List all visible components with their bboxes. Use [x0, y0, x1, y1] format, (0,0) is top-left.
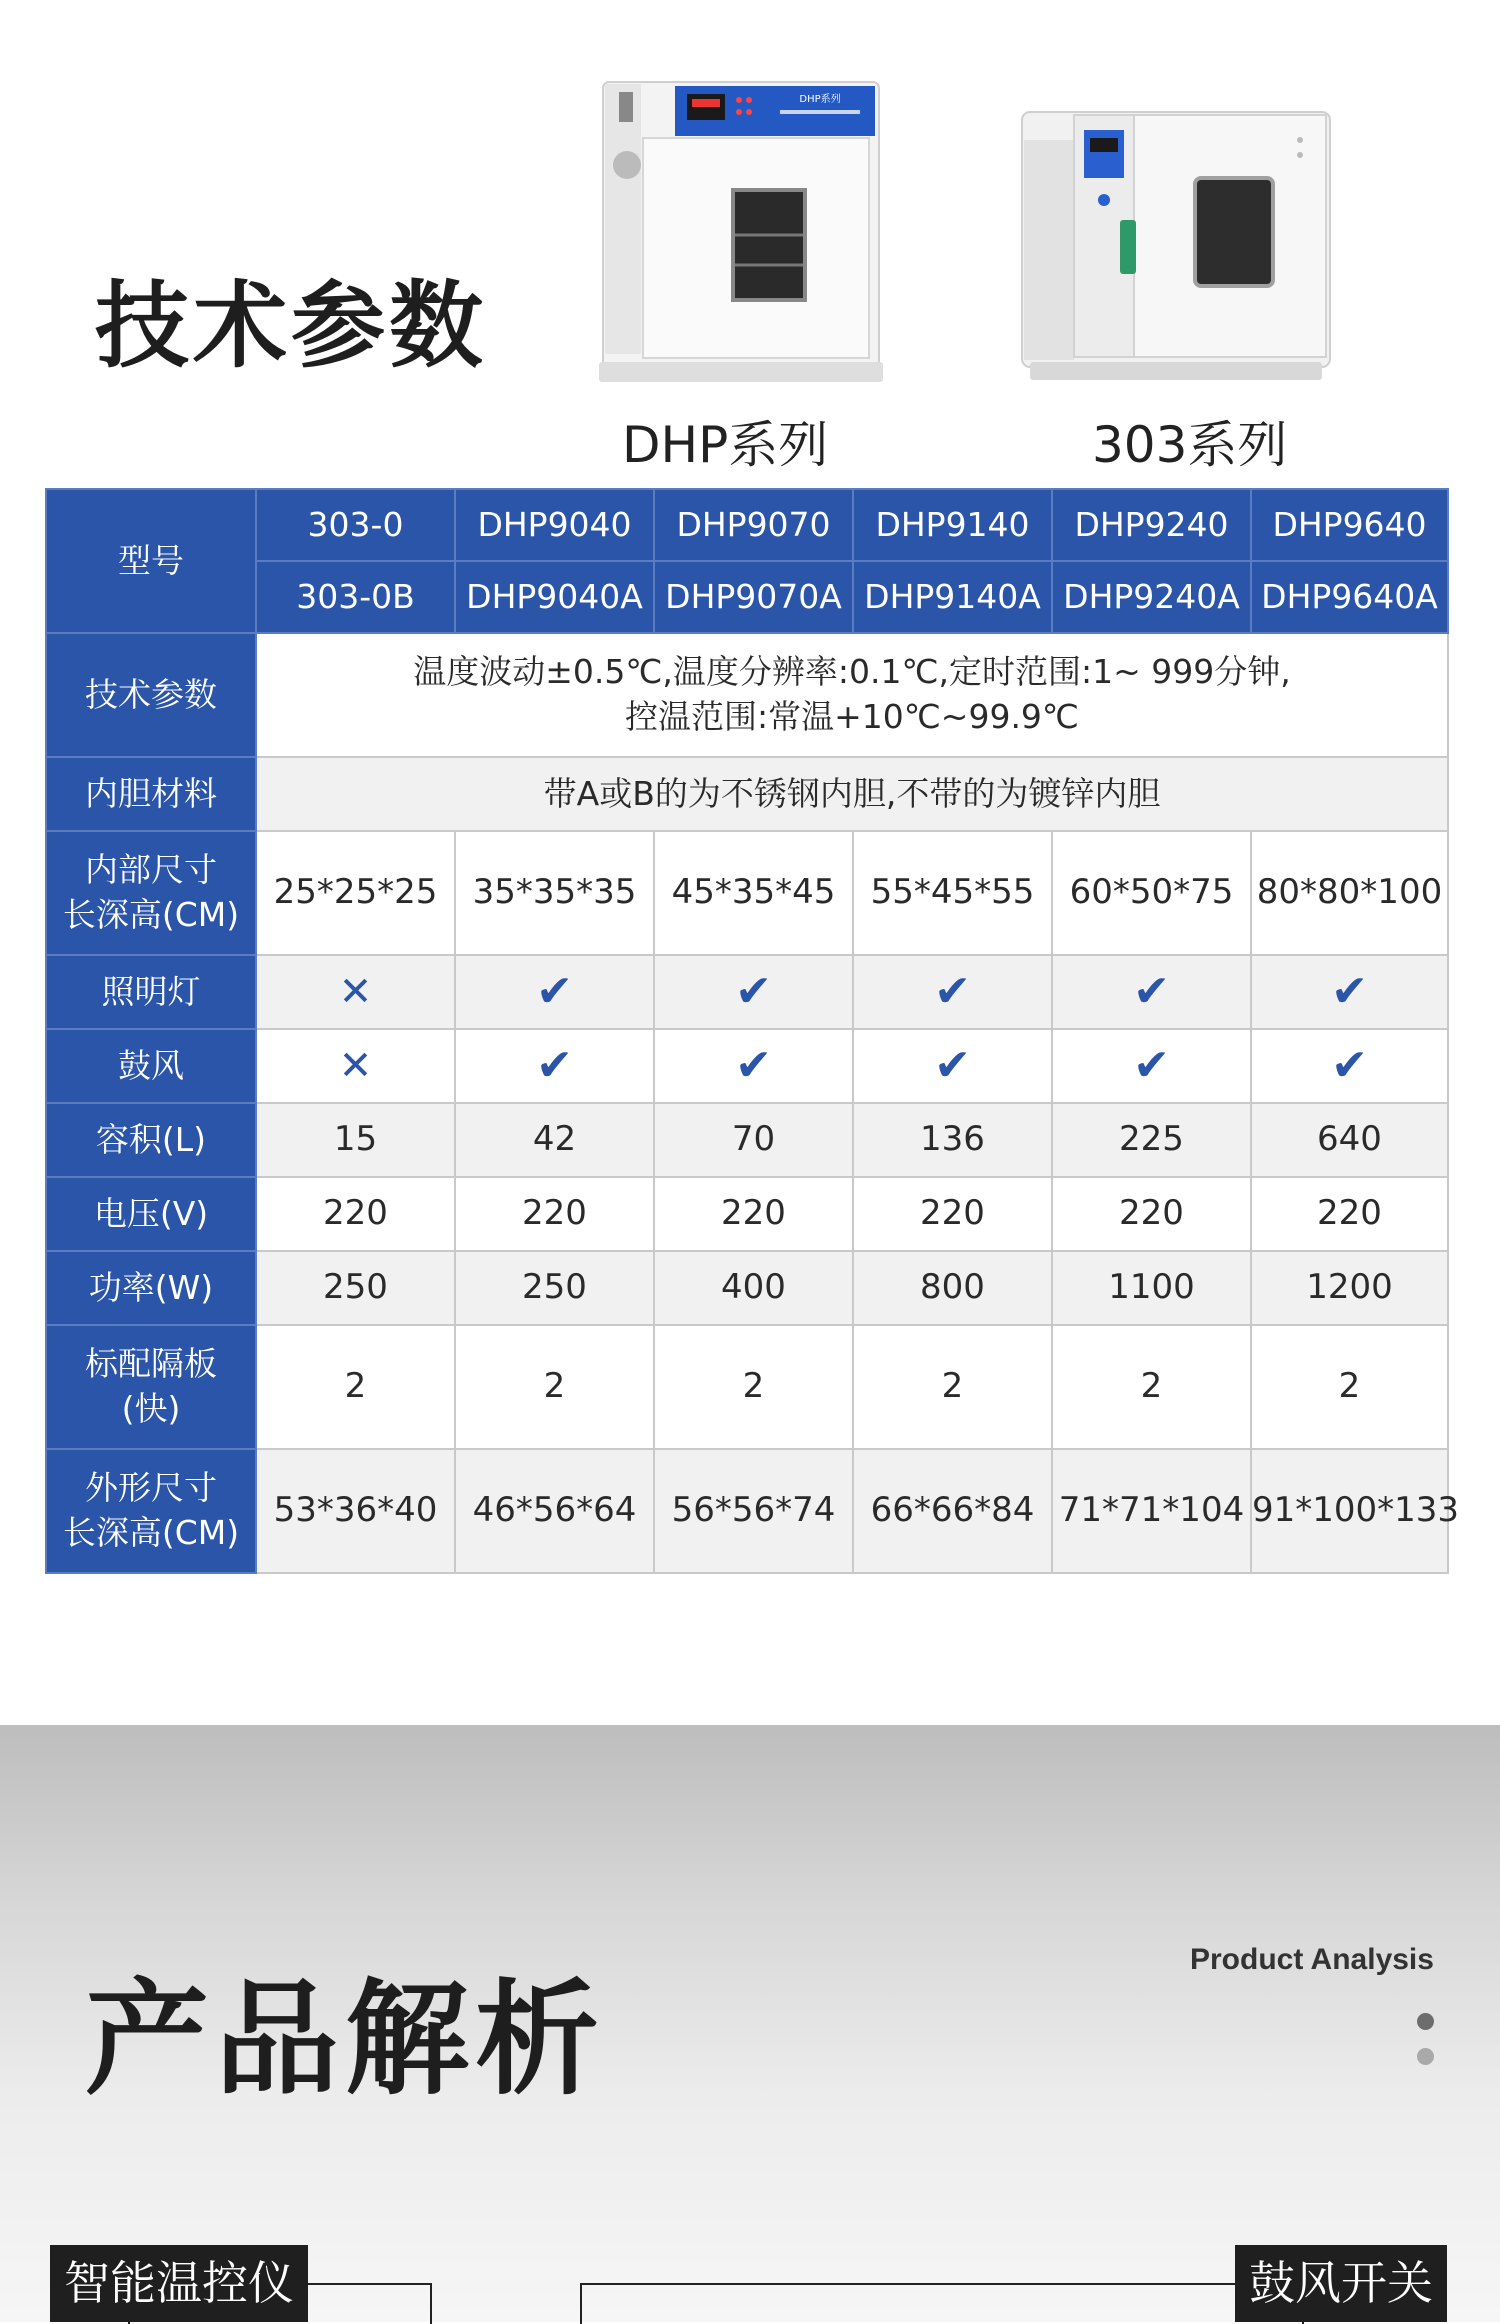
volume-cell: 70: [654, 1103, 853, 1177]
tech-cell: [256, 633, 1448, 757]
volume-cell: 15: [256, 1103, 455, 1177]
model-cell: DHP9040A: [455, 561, 654, 633]
table-row: [46, 757, 1448, 831]
model-cell: DHP9140A: [853, 561, 1052, 633]
check-icon: ✔: [536, 1040, 573, 1092]
cross-icon: ✕: [338, 969, 373, 1015]
light-label: 照明灯: [46, 955, 256, 1029]
shelf-cell: 2: [853, 1325, 1052, 1449]
spec-table: [45, 488, 1460, 1574]
303-oven-image: [1010, 100, 1340, 395]
inner-size-cell: 45*35*45: [654, 831, 853, 955]
outer-size-label-line1: 外形尺寸: [85, 1468, 217, 1508]
check-icon: ✔: [735, 966, 772, 1018]
volume-cell: 136: [853, 1103, 1052, 1177]
fan-label: 鼓风: [46, 1029, 256, 1103]
power-cell: 400: [654, 1251, 853, 1325]
check-icon: ✔: [934, 966, 971, 1018]
volume-cell: 225: [1052, 1103, 1251, 1177]
fan-switch-tag: 鼓风开关: [1235, 2245, 1447, 2322]
voltage-cell: 220: [1251, 1177, 1448, 1251]
check-icon: ✔: [1331, 1040, 1368, 1092]
303-series-label: 303系列: [1092, 416, 1288, 474]
shelf-cell: 2: [256, 1325, 455, 1449]
voltage-cell: 220: [654, 1177, 853, 1251]
inner-size-label-line2: 长深高(CM): [62, 895, 240, 934]
outer-size-label: [46, 1449, 256, 1573]
outer-size-cell: 46*56*64: [455, 1449, 654, 1573]
outer-size-label-line2: 长深高(CM): [62, 1513, 240, 1552]
voltage-cell: 220: [853, 1177, 1052, 1251]
temp-controller-tag: 智能温控仪: [50, 2245, 308, 2322]
model-cell: DHP9070: [654, 489, 853, 561]
model-cell: DHP9240: [1052, 489, 1251, 561]
table-row: [46, 1177, 1448, 1251]
table-row: [46, 1449, 1448, 1573]
model-cell: DHP9640: [1251, 489, 1448, 561]
liner-label: 内胆材料: [46, 757, 256, 831]
model-cell: DHP9040: [455, 489, 654, 561]
voltage-cell: 220: [455, 1177, 654, 1251]
tech-label: 技术参数: [46, 633, 256, 757]
dhp-oven-image: [595, 70, 885, 390]
shelf-label-line2: (快): [121, 1389, 181, 1428]
oven-panel-label: DHP系列: [799, 94, 841, 105]
power-cell: 250: [455, 1251, 654, 1325]
table-row: [46, 1251, 1448, 1325]
outer-size-cell: 71*71*104: [1052, 1449, 1251, 1573]
tech-line-1: 温度波动±0.5℃,温度分辨率:0.1℃,定时范围:1~ 999分钟,: [413, 652, 1291, 692]
table-row: [46, 489, 1448, 561]
power-cell: 800: [853, 1251, 1052, 1325]
check-icon: ✔: [1133, 966, 1170, 1018]
inner-size-cell: 55*45*55: [853, 831, 1052, 955]
inner-size-cell: 80*80*100: [1251, 831, 1448, 955]
inner-size-cell: 35*35*35: [455, 831, 654, 955]
volume-label: 容积(L): [46, 1103, 256, 1177]
table-row: [46, 1325, 1448, 1449]
model-cell: DHP9240A: [1052, 561, 1251, 633]
check-icon: ✔: [536, 966, 573, 1018]
tech-line-2: 控温范围:常温+10℃~99.9℃: [624, 697, 1079, 736]
shelf-cell: 2: [1251, 1325, 1448, 1449]
voltage-label: 电压(V): [46, 1177, 256, 1251]
power-cell: 250: [256, 1251, 455, 1325]
inner-size-label-line1: 内部尺寸: [85, 850, 217, 890]
power-label: 功率(W): [46, 1251, 256, 1325]
table-row: [46, 633, 1448, 757]
cross-icon: ✕: [338, 1043, 373, 1089]
shelf-cell: 2: [654, 1325, 853, 1449]
model-cell: DHP9140: [853, 489, 1052, 561]
liner-cell: 带A或B的为不锈钢内胆,不带的为镀锌内胆: [256, 757, 1448, 831]
dhp-series-label: DHP系列: [622, 416, 829, 474]
model-cell: 303-0: [256, 489, 455, 561]
outer-size-cell: 53*36*40: [256, 1449, 455, 1573]
shelf-label-line1: 标配隔板: [85, 1344, 217, 1384]
voltage-cell: 220: [1052, 1177, 1251, 1251]
check-icon: ✔: [1331, 966, 1368, 1018]
outer-size-cell: 91*100*133: [1251, 1449, 1448, 1573]
table-row: [46, 561, 1448, 633]
check-icon: ✔: [1133, 1040, 1170, 1092]
table-row: [46, 831, 1448, 955]
table-row: [46, 955, 1448, 1029]
volume-cell: 42: [455, 1103, 654, 1177]
inner-size-cell: 60*50*75: [1052, 831, 1251, 955]
volume-cell: 640: [1251, 1103, 1448, 1177]
voltage-cell: 220: [256, 1177, 455, 1251]
shelf-cell: 2: [455, 1325, 654, 1449]
model-cell: 303-0B: [256, 561, 455, 633]
dot-indicator: [1417, 2013, 1434, 2030]
dot-indicator: [1417, 2048, 1434, 2065]
check-icon: ✔: [934, 1040, 971, 1092]
frame-right: [580, 2283, 1304, 2324]
model-cell: DHP9640A: [1251, 561, 1448, 633]
inner-size-label: [46, 831, 256, 955]
check-icon: ✔: [735, 1040, 772, 1092]
shelf-cell: 2: [1052, 1325, 1251, 1449]
table-row: [46, 1103, 1448, 1177]
page-title: 技术参数: [95, 272, 488, 381]
shelf-label: [46, 1325, 256, 1449]
outer-size-cell: 66*66*84: [853, 1449, 1052, 1573]
table-row: [46, 1029, 1448, 1103]
analysis-subtitle: Product Analysis: [1190, 1943, 1434, 1976]
inner-size-cell: 25*25*25: [256, 831, 455, 955]
model-label: 型号: [46, 489, 256, 633]
outer-size-cell: 56*56*74: [654, 1449, 853, 1573]
power-cell: 1200: [1251, 1251, 1448, 1325]
model-cell: DHP9070A: [654, 561, 853, 633]
analysis-title: 产品解析: [85, 1968, 606, 2112]
power-cell: 1100: [1052, 1251, 1251, 1325]
